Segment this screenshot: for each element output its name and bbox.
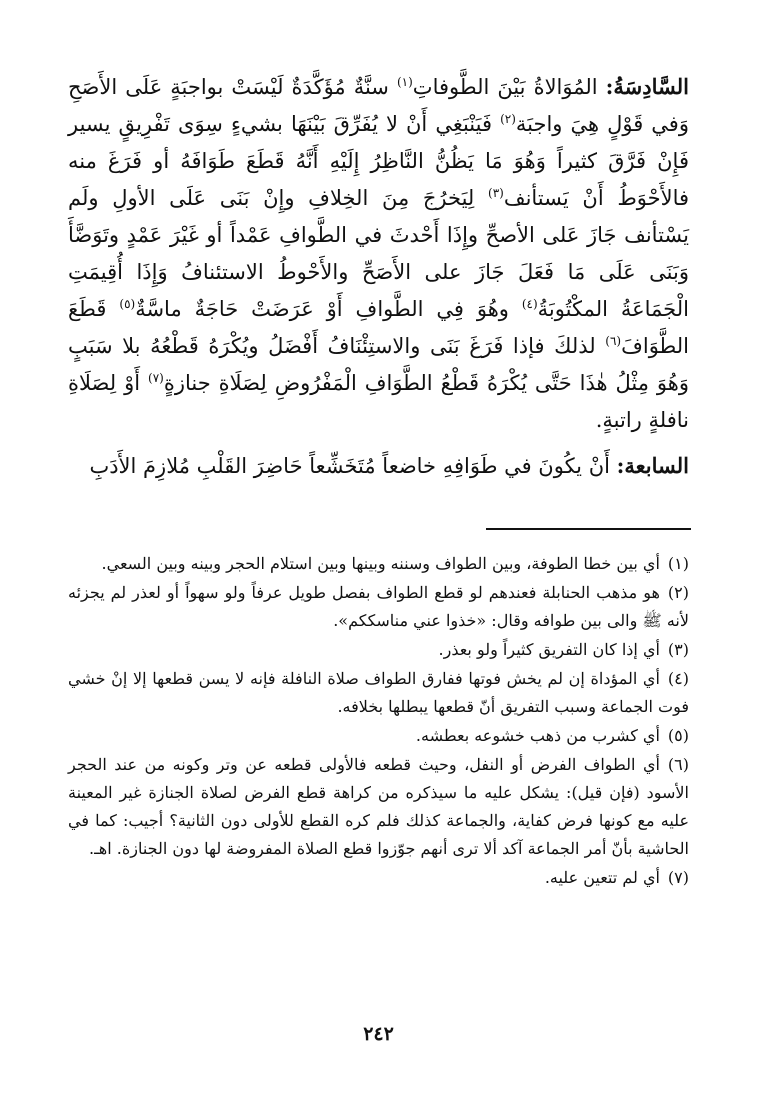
footnote-divider (486, 528, 691, 530)
paragraph-heading: السابعة: (616, 453, 689, 478)
footnote-text: هو مذهب الحنابلة فعندهم لو قطع الطواف بفصل طويل عرفاً ولو سهواً أو لعذر لم يجزئه لأنه ﷺ والى بين طوافه وقال: «خذوا عني مناسككم». (68, 583, 689, 630)
text-segment: أَنْ يكُونَ في طَوَافِهِ خاضعاً مُتَخَشِّعاً حَاضِرَ القَلْبِ مُلازِمَ الأَدَبِ (89, 454, 610, 478)
paragraph-seventh (68, 447, 689, 485)
footnote-text: أي بين خطا الطوفة، وبين الطواف وسننه وبينها وبين استلام الحجر وبينه وبين السعي. (101, 554, 660, 573)
text-segment: فَيَنْبَغِي أَنْ لا يُفَرِّقَ بَيْنَهَا بشيءٍ سِوَى تَفْرِيقٍ يسير فَإِنْ فَرَّقَ كثيراً وَهُوَ مَا يَظُنُّ النَّاظِرُ إِلَيْهِ أَنَّهُ قَطَعَ طَوَافَهُ أو فَرَغَ منه فالأَحْوَطُ أَنْ يَستأنف (68, 112, 690, 210)
footnote-text: أي الطواف الفرض أو النفل، وحيث قطعه فالأولى قطعه عن وتر وكونه من عند الحجر الأسود (فإن قيل): يشكل عليه ما سيذكره من كراهة قطع الفرض لصلاة الجنازة غير المعينة عليه مع كونها فرض كفاية، والجماعة كذلك فلم كره القطع للأولى دون الثانية؟ أجيب: كما في الحاشية بأنّ أمر الجماعة آكد ألا ترى أنهم جوّزوا قطع الصلاة المفروضة لها دون الجنازة. اهـ. (68, 755, 689, 858)
text-segment: لذلكَ فإذا فَرَغَ بَنَى والاستِئْنَافُ أَفْضَلُ ويُكْرَهُ قَطْعُهُ بلا سَبَبٍ وَهُوَ مِثْلُ هٰذَا حَتَّى يُكْرَهُ قَطْعُ الطَّوَافِ الْمَفْرُوضِ لِصَلَاةِ جنازةٍ (68, 334, 690, 395)
footnote-ref: (٢) (500, 112, 516, 126)
footnote-text: أي كشرب من ذهب خشوعه بعطشه. (415, 726, 660, 745)
footnote-number: (١) (667, 554, 689, 573)
text-segment: سنَّةٌ مُؤَكَّدَةٌ لَيْسَتْ بواجبَةٍ عَلَى الأَصَحِ وَفي قَوْلٍ هِيَ واجبَة (68, 75, 689, 136)
footnote-text: أي إذا كان التفريق كثيراً ولو بعذر. (438, 640, 660, 659)
footnote-text: أي المؤداة إن لم يخش فوتها ففارق الطواف صلاة النافلة فإنه لا يسن قطعها إلا إنْ خشي فوت الجماعة وسبب التفريق أنّ قطعها يبطلها بخلافه. (68, 669, 689, 716)
text-segment: أَوْ لِصَلَاةِ نافلةٍ راتبةٍ. (68, 371, 689, 432)
footnote-number: (٦) (667, 755, 689, 774)
footnote-number: (٣) (667, 640, 689, 659)
paragraph-sixth (68, 68, 689, 439)
footnote (68, 722, 689, 750)
footnote (68, 751, 689, 863)
footnote-number: (٢) (667, 583, 689, 602)
footnote (68, 665, 689, 721)
footnote-ref: (٣) (488, 186, 504, 200)
footnote-number: (٥) (667, 726, 689, 745)
footnote-ref: (٤) (521, 297, 538, 311)
text-segment: لِيَخرُجَ مِنَ الخِلافِ وإِنْ بَنَى عَلَى الأولِ ولَم يَسْتأنف جَازَ عَلى الأصحِّ وإِذَا أَحْدثَ في الطَّوافِ عَمْداً أو غَيْرَ عَمْدٍ وتَوَضَّأَ وَبَنَى عَلَى مَا فَعَلَ جَازَ على الأَصَحِّ والأَحْوطُ الاستئنافُ وَإِذَا أُقِيمَتِ الْجَمَاعَةُ المكْتُوبَةُ (68, 186, 689, 321)
footnote-ref: (٦) (605, 334, 622, 348)
footnote (68, 579, 689, 635)
text-segment: المُوَالاةُ بَيْنَ الطَّوفاتِ (412, 75, 598, 99)
footnote-ref: (٥) (119, 297, 136, 311)
main-text (68, 68, 689, 485)
footnote (68, 550, 689, 578)
paragraph-heading: السَّادِسَةُ: (605, 74, 689, 99)
footnote-number: (٧) (667, 868, 689, 887)
footnote-ref: (١) (396, 75, 413, 89)
footnote-text: أي لم تتعين عليه. (544, 868, 660, 887)
text-segment: قَطَعَ الطَّوَافَ (68, 297, 690, 358)
footnote-ref: (٧) (148, 371, 164, 385)
footnote (68, 636, 689, 664)
text-segment: وهُوَ فِي الطَّوافِ أَوْ عَرَضَتْ حَاجَةٌ ماسَّةٌ (135, 297, 509, 321)
page-number: ٢٤٢ (363, 1023, 394, 1045)
footnotes (68, 550, 689, 893)
footnote-number: (٤) (667, 669, 689, 688)
footnote (68, 864, 689, 892)
